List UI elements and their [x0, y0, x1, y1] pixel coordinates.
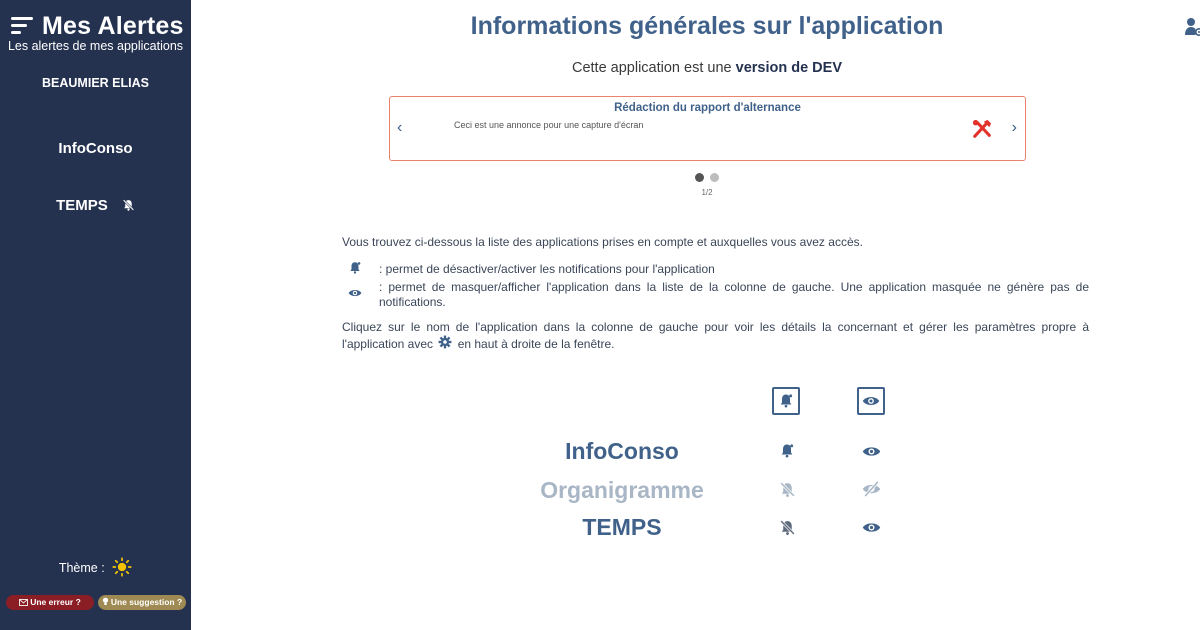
sidebar-item-infoconso[interactable]	[0, 140, 191, 157]
sun-icon[interactable]	[112, 557, 132, 580]
lightbulb-icon	[102, 597, 109, 606]
mail-icon	[19, 599, 28, 606]
bell-icon	[348, 260, 362, 280]
sidebar-item-label: InfoConso	[58, 140, 133, 157]
legend-eye-text: : permet de masquer/afficher l'application dans la liste de la colonne de gauche. Une application masquée ne génère pas de notifications.	[379, 280, 1089, 309]
legend-bell-text: : permet de désactiver/activer les notifications pour l'application	[379, 262, 715, 276]
bell-off-icon[interactable]	[779, 519, 796, 541]
report-error-button[interactable]: Une erreur ?	[6, 595, 94, 610]
theme-row	[0, 557, 191, 580]
eye-icon	[348, 286, 362, 304]
visibility-column-header	[857, 387, 885, 415]
suggestion-button[interactable]: Une suggestion ?	[98, 595, 186, 610]
user-gear-icon[interactable]	[1185, 17, 1200, 42]
carousel-dot-1[interactable]	[695, 173, 704, 182]
carousel-dot-2[interactable]	[710, 173, 719, 182]
announcement-carousel	[389, 96, 1026, 161]
carousel-pager: 1/2	[701, 188, 713, 197]
sidebar-item-temps[interactable]	[0, 197, 191, 216]
version-line: Cette application est une version de DEV	[571, 60, 842, 76]
menu-icon[interactable]	[11, 17, 33, 35]
click-instructions: Cliquez sur le nom de l'application dans la colonne de gauche pour voir les détails la concernant et gérer les paramètres propre à l'application avec en haut à droite de la fenêtre.	[342, 320, 1089, 351]
user-name: BEAUMIER ELIAS	[42, 76, 149, 90]
carousel-next-button[interactable]: ›	[1011, 119, 1017, 136]
carousel-prev-button[interactable]: ‹	[397, 119, 403, 136]
app-row-infoconso[interactable]: InfoConso	[565, 438, 679, 464]
notifications-column-header	[772, 387, 800, 415]
version-badge: version de DEV	[735, 60, 842, 76]
sidebar	[0, 0, 191, 630]
page-title: Informations générales sur l'application	[470, 12, 944, 40]
announcement-text: Ceci est une annonce pour une capture d'écran	[454, 120, 644, 130]
bell-off-icon[interactable]	[779, 481, 796, 503]
gear-icon	[438, 335, 452, 353]
announcement-title: Rédaction du rapport d'alternance	[614, 102, 801, 114]
app-row-organigramme[interactable]: Organigramme	[540, 477, 704, 503]
eye-icon[interactable]	[862, 521, 881, 539]
bell-icon[interactable]	[779, 442, 795, 464]
eye-off-icon[interactable]	[862, 480, 881, 503]
app-title: Mes Alertes	[42, 12, 184, 40]
tools-icon	[971, 119, 993, 144]
intro-text: Vous trouvez ci-dessous la liste des applications prises en compte et auxquelles vous avez accès.	[342, 235, 863, 249]
app-row-temps[interactable]: TEMPS	[582, 514, 662, 540]
eye-icon[interactable]	[862, 445, 881, 463]
app-subtitle: Les alertes de mes applications	[7, 39, 184, 53]
sidebar-item-label: TEMPS	[56, 197, 108, 214]
theme-label: Thème :	[58, 561, 105, 575]
bell-off-icon	[122, 198, 135, 216]
